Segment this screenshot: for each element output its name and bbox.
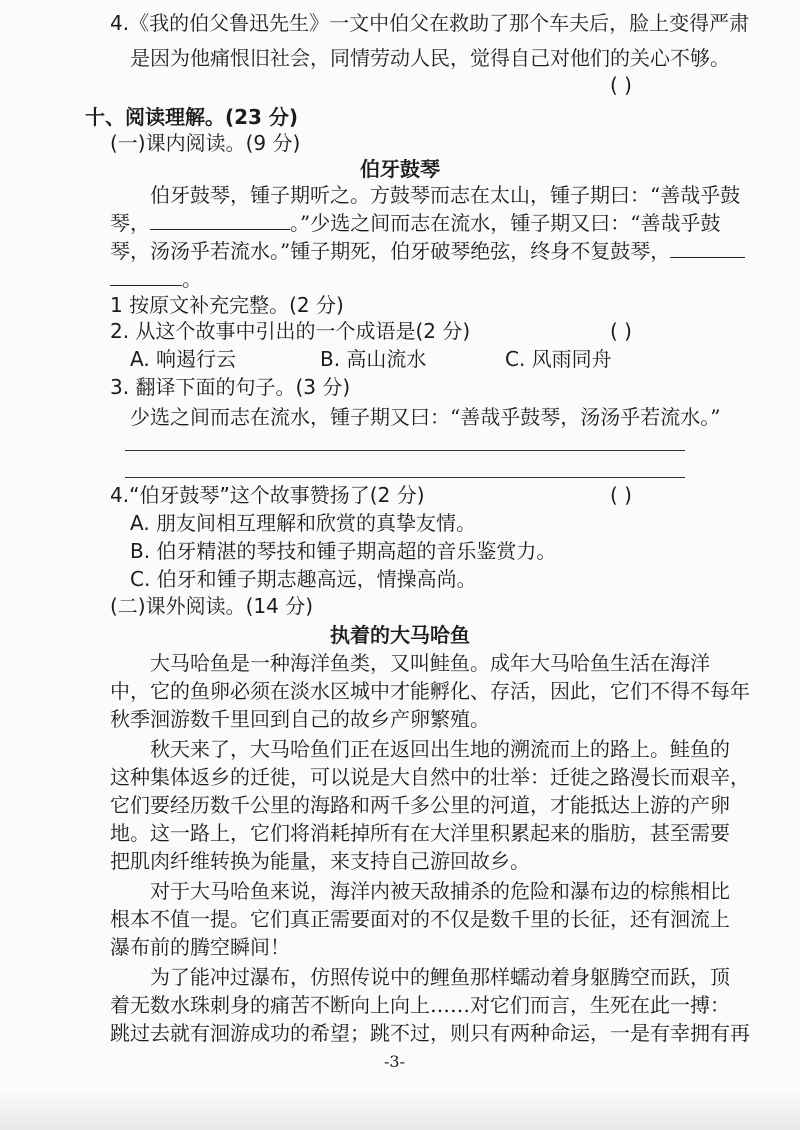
fill-blank-3[interactable] — [110, 267, 182, 286]
scan-bottom-shadow — [0, 1090, 800, 1130]
p1-q2-option-a[interactable]: A. 响遏行云 — [130, 347, 237, 371]
passage1-line2-start: 琴， — [110, 211, 150, 235]
passage2-line: 跳过去就有洄游成功的希望；跳不过，则只有两种命运，一是有幸拥有再 — [110, 1021, 750, 1045]
passage2-line: 中，它的鱼卵必须在淡水区城中才能孵化、存活，因此，它们不得不每年 — [110, 679, 750, 703]
passage1-line2-end: 。”少选之间而志在流水，锺子期又曰：“善哉乎鼓 — [290, 211, 721, 235]
passage1-line1: 伯牙鼓琴，锺子期听之。方鼓琴而志在太山，锺子期曰：“善哉乎鼓 — [150, 183, 741, 207]
fill-blank-1[interactable] — [150, 211, 290, 230]
p1-q3-answer-line-1[interactable] — [125, 450, 685, 451]
p1-q2-answer-paren[interactable]: ( ) — [610, 319, 632, 343]
section-10-heading: 十、阅读理解。(23 分) — [85, 105, 299, 129]
passage2-line: 瀑布前的腾空瞬间！ — [110, 935, 290, 959]
p1-question-2: 2. 从这个故事中引出的一个成语是(2 分) — [110, 319, 471, 343]
prev-q4-line2: 是因为他痛恨旧社会，同情劳动人民，觉得自己对他们的关心不够。 — [130, 46, 730, 70]
p1-q3-answer-line-2[interactable] — [125, 477, 685, 478]
passage2-line: 秋季洄游数千里回到自己的故乡产卵繁殖。 — [110, 707, 490, 731]
p1-q4-option-b[interactable]: B. 伯牙精湛的琴技和锺子期高超的音乐鉴赏力。 — [130, 539, 557, 563]
passage1-line3 — [110, 238, 745, 264]
passage2-line: 着无数水珠刺身的痛苦不断向上向上……对它们而言，生死在此一搏： — [110, 993, 730, 1017]
p1-q2-option-c[interactable]: C. 风雨同舟 — [505, 347, 612, 371]
fill-blank-2[interactable] — [670, 239, 745, 258]
passage2-line: 对于大马哈鱼来说，海洋内被天敌捕杀的危险和瀑布边的棕熊相比 — [150, 879, 730, 903]
passage2-line: 地。这一路上，它们将消耗掉所有在大洋里积累起来的脂肪，甚至需要 — [110, 821, 730, 845]
passage2-line: 它们要经历数千公里的海路和两千多公里的河道，才能抵达上游的产卵 — [110, 793, 730, 817]
p1-q2-option-b[interactable]: B. 高山流水 — [320, 347, 427, 371]
passage1-line4 — [110, 266, 202, 292]
p1-q4-option-a[interactable]: A. 朋友间相互理解和欣赏的真挚友情。 — [130, 511, 477, 535]
prev-q4-answer-paren[interactable]: ( ) — [610, 73, 632, 97]
passage1-line3-text: 琴，汤汤乎若流水。”锺子期死，伯牙破琴绝弦，终身不复鼓琴， — [110, 239, 671, 263]
passage1-line4-end: 。 — [182, 267, 202, 291]
p1-question-1: 1 按原文补充完整。(2 分) — [110, 293, 344, 317]
passage2-line: 这种集体返乡的迁徙，可以说是大自然中的壮举：迁徙之路漫长而艰辛， — [110, 765, 750, 789]
passage2-line: 把肌肉纤维转换为能量，来支持自己游回故乡。 — [110, 849, 530, 873]
passage2-line: 秋天来了，大马哈鱼们正在返回出生地的溯流而上的路上。鲑鱼的 — [150, 737, 730, 761]
passage2-title: 执着的大马哈鱼 — [330, 623, 470, 647]
prev-q4-line1: 4.《我的伯父鲁迅先生》一文中伯父在救助了那个车夫后，脸上变得严肃 — [110, 11, 750, 35]
part2-heading: (二)课外阅读。(14 分) — [110, 594, 314, 618]
passage2-line: 为了能冲过瀑布，仿照传说中的鲤鱼那样蠕动着身躯腾空而跃，顶 — [150, 965, 730, 989]
p1-q4-answer-paren[interactable]: ( ) — [610, 483, 632, 507]
part1-heading: (一)课内阅读。(9 分) — [110, 131, 301, 155]
passage2-line: 大马哈鱼是一种海洋鱼类，又叫鲑鱼。成年大马哈鱼生活在海洋 — [150, 651, 710, 675]
p1-question-3: 3. 翻译下面的句子。(3 分) — [110, 375, 351, 399]
passage1-title: 伯牙鼓琴 — [360, 157, 440, 181]
p1-q3-sentence: 少选之间而志在流水，锺子期又曰：“善哉乎鼓琴，汤汤乎若流水。” — [130, 405, 721, 429]
page-number: -3- — [384, 1052, 405, 1071]
p1-q4-option-c[interactable]: C. 伯牙和锺子期志趣高远，情操高尚。 — [130, 567, 477, 591]
passage2-line: 根本不值一提。它们真正需要面对的不仅是数千里的长征，还有洄流上 — [110, 907, 730, 931]
passage1-line2 — [110, 210, 720, 236]
p1-question-4: 4.“伯牙鼓琴”这个故事赞扬了(2 分) — [110, 483, 425, 507]
